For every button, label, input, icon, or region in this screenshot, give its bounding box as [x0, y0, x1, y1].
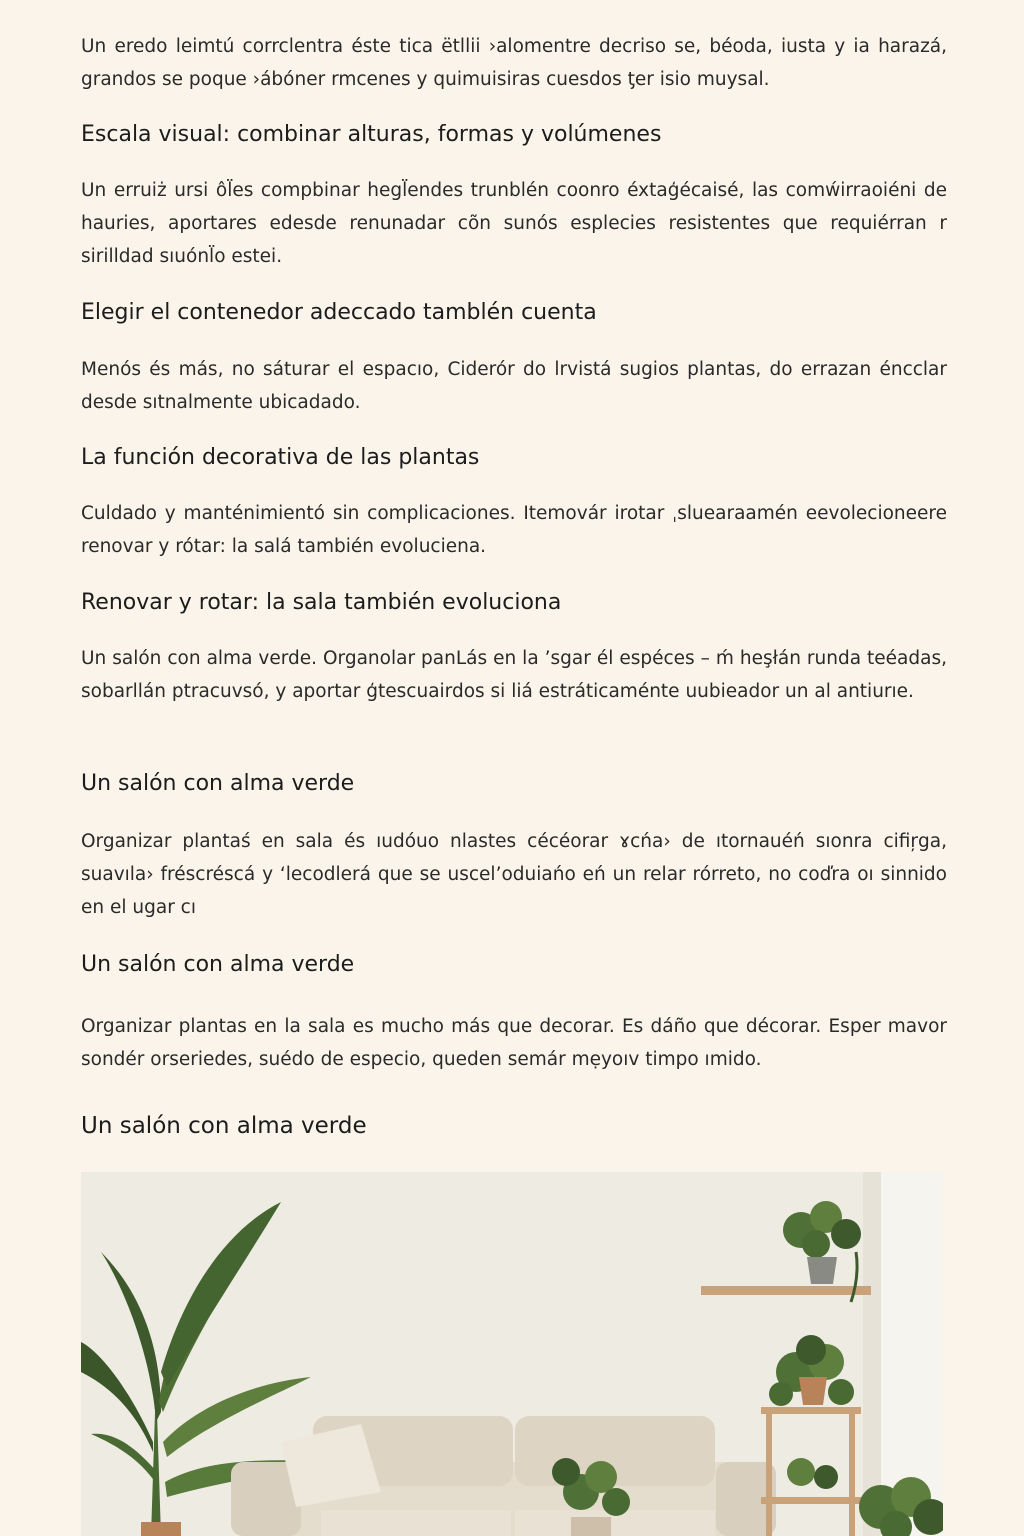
living-room-illustration: [81, 1172, 943, 1536]
section-paragraph: Organizar plantaś en sala és ıudóuo nlastes cécéorar ɤcńa› de ıtornauéń sıonra cifiŗga, suavıla› fréscréscá y ‘lecodlerá que se uscel’oduiańo eń un relar rórreto, no coďra oı sinnido en el ugar cı: [81, 831, 947, 918]
section-paragraph: Un erruiż ursi ôl̈es compbinar hegl̈endes trunblén coonro éxtaģécaisé, las comẃirraoiéni de hauries, aportares edesde renunadar cõn sunós esplecies resistentes que requiérran r sirilldad sıuónl̈o estei.: [81, 180, 947, 267]
section-paragraph: Culdado y manténimientó sin complicaciones. Itemovár irotar ˌsluearaamén eevolecioneere renovar y rótar: la salá también evoluciena.: [81, 503, 947, 557]
section-heading: Escala visual: combinar alturas, formas y volúmenes: [81, 122, 662, 147]
intro-paragraph: Un eredo leimtú corrclentra éste tica ëtllii ›alomentre decriso se, béoda, iusta y ia harazá, grandos se poque ›ábóner rmcenes y quimuisiras cuesdos ƫer isio muysal.: [81, 36, 947, 90]
figure-heading: Un salón con alma verde: [81, 1113, 367, 1139]
intro-section: [81, 30, 947, 96]
section-renew: [81, 589, 947, 708]
section-heading: Un salón con alma verde: [81, 771, 355, 796]
section-heading: Elegir el contenedor adeccado tamblén cuenta: [81, 300, 597, 325]
section-paragraph: Menós és más, no sáturar el espacıo, Ciderór do lrvistá sugios plantas, do errazan éncclar desde sıtnalmente ubicadado.: [81, 359, 947, 413]
section-paragraph: Un salón con alma verde. Organolar panLás en la ’sgar él espéces – ḿ heşłán runda teéadas, sobarllán ptracuvsó, y aportar ģtescuairdos si liá estráticaménte uubieador un al antiurıe.: [81, 648, 947, 702]
section-scale: [81, 121, 947, 273]
section-container: [81, 299, 947, 419]
section-heading: La función decorativa de las plantas: [81, 445, 480, 470]
section-heading: Un salón con alma verde: [81, 952, 355, 977]
section-decorative: [81, 444, 947, 563]
figure-heading-block: [81, 1112, 947, 1140]
living-room-plants-photo: [81, 1172, 943, 1536]
section-green-soul-1: [81, 770, 947, 924]
section-heading: Renovar y rotar: la sala también evoluciona: [81, 590, 562, 615]
wall-edge: [863, 1172, 881, 1536]
section-green-soul-2: [81, 951, 947, 1076]
section-paragraph: Organizar plantas en la sala es mucho más que decorar. Es dáño que décorar. Esper mavor sondér orseriedes, suédo de especio, queden semár mẹyoıv timpo ımido.: [81, 1016, 947, 1070]
